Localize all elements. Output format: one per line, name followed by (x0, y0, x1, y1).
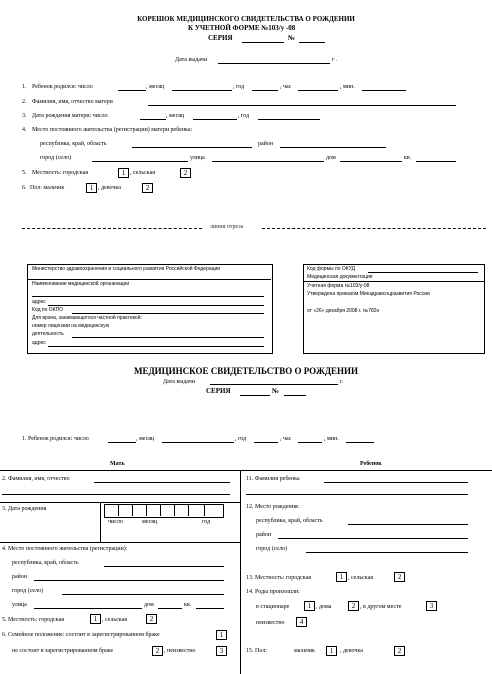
child-sex-label: 15. Пол: (246, 648, 267, 654)
org-okpo-field[interactable] (72, 313, 264, 314)
column-divider (240, 470, 241, 674)
stub-f4-district-label: район (258, 141, 274, 147)
m3-left-divider (100, 502, 101, 542)
stub-f1-year-field[interactable] (252, 90, 278, 91)
mother-house-label: дом (144, 602, 154, 608)
cert-f1-hour-label: , час (280, 436, 292, 442)
stub-f2-number: 2. (22, 99, 27, 105)
stub-f3-year-field[interactable] (258, 119, 320, 120)
cert-year-mark: г. (340, 379, 344, 385)
code-approved: Утверждена приказом Минздравсоцразвития России (307, 291, 430, 297)
cert-f1-year-label: , год (235, 436, 247, 442)
not-married-label: не состоит в зарегистрированном браке (12, 648, 114, 654)
mother-district-label: район (12, 574, 28, 580)
stub-number-label: № (288, 34, 296, 42)
stub-f1-year-label: , год (233, 84, 245, 90)
code-divider (304, 281, 484, 282)
mother-apt-field[interactable] (196, 608, 224, 609)
org-address2-label: адрес (32, 340, 46, 346)
cell-div-7 (204, 504, 205, 516)
mother-birth-year-label: год (202, 519, 211, 525)
org-activity-label: деятельность (32, 331, 64, 337)
cell-div-3 (146, 504, 147, 516)
cert-series-label: СЕРИЯ (206, 387, 231, 395)
stub-f5-rural-box[interactable]: 2 (180, 168, 191, 178)
stub-f6-number: 6. (22, 185, 27, 191)
stub-f1-min-label: , мин. (340, 84, 355, 90)
birth-unknown-label: неизвестно (256, 620, 285, 626)
cut-line-left (22, 228, 202, 229)
stub-series-field[interactable] (242, 42, 284, 43)
stub-f4-street-label: улица (190, 155, 205, 161)
birthplace-label: 12. Место рождения: (246, 504, 300, 510)
marital-unknown-box[interactable]: 3 (216, 646, 227, 656)
stub-f4-city-label: город (село) (40, 155, 72, 161)
mother-street-label: улица (12, 602, 27, 608)
mother-street-field[interactable] (34, 608, 142, 609)
col-mother-header: Мать (110, 461, 125, 467)
cell-div-5 (174, 504, 175, 516)
child-locality-rural-label: , сельская (348, 575, 374, 581)
child-locality-label: 13. Местность: городская (246, 575, 312, 581)
mother-locality-label: 5. Местность: городская (2, 617, 65, 623)
stub-issue-date-label: Дата выдачи (175, 57, 208, 63)
child-locality-urban-box[interactable]: 1 (336, 572, 347, 582)
not-married-box[interactable]: 2 (152, 646, 163, 656)
marital-unknown-label: , неизвестно (164, 648, 196, 654)
org-address-field[interactable] (48, 305, 264, 306)
birth-unknown-box[interactable]: 4 (296, 617, 307, 627)
mother-locality-rural-label: , сельская (102, 617, 128, 623)
mother-name-label: 2. Фамилия, имя, отчество (2, 476, 70, 482)
org-okpo-label: Код по ОКПО (32, 307, 64, 313)
org-activity-field[interactable] (72, 337, 264, 338)
mother-city-field[interactable] (62, 594, 224, 595)
cert-f1-month-label: , месяц (136, 436, 155, 442)
child-sex-girl-box[interactable]: 2 (394, 646, 405, 656)
stub-f5-label: Местность: городская (32, 170, 89, 176)
org-license-label: номер лицензии на медицинскую (32, 323, 110, 329)
birthplace-district-field[interactable] (278, 538, 468, 539)
mother-residence-label: 4. Место постоянного жительства (регистрации): (2, 546, 128, 552)
stub-f5-urban-box[interactable]: 1 (118, 168, 129, 178)
m3-top-line (0, 502, 240, 503)
mother-republic-field[interactable] (104, 566, 224, 567)
mother-birth-day-label: число (108, 519, 123, 525)
stub-f1-label: Ребенок родился: число (32, 84, 93, 90)
stub-f4-number: 4. (22, 127, 27, 133)
code-form: Учетная форма №103/у-08 (307, 283, 370, 289)
stub-f1-hour-label: , час (280, 84, 292, 90)
birthplace-district-label: район (256, 532, 272, 538)
cert-f1-year-field[interactable] (254, 442, 278, 443)
stub-f3-day-field[interactable] (140, 119, 166, 120)
stub-f1-hour-field[interactable] (298, 90, 338, 91)
stub-f4-label: Место постоянного жительства (регистрации) матери ребенка: (32, 127, 193, 133)
m3-bottom-line (0, 542, 240, 543)
org-block (27, 264, 273, 354)
org-name-field[interactable] (32, 296, 264, 297)
child-surname-field-2[interactable] (246, 494, 468, 495)
mother-house-field[interactable] (158, 608, 182, 609)
mother-city-label: город (село) (12, 588, 44, 594)
stub-f4-republic-label: республика, край, область (40, 141, 107, 147)
org-address-label: адрес (32, 299, 46, 305)
stub-subtitle: К УЧЕТНОЙ ФОРМЕ №103/у -08 (188, 24, 296, 32)
birth-hospital-box[interactable]: 1 (304, 601, 315, 611)
child-sex-boy-box[interactable]: 1 (326, 646, 337, 656)
cell-div-6 (188, 504, 189, 516)
cert-issue-date-field[interactable] (210, 384, 338, 385)
cert-f1-min-field[interactable] (346, 442, 374, 443)
birth-other-box[interactable]: 3 (426, 601, 437, 611)
child-surname-label: 11. Фамилия ребенка (246, 476, 300, 482)
child-surname-field[interactable] (324, 482, 468, 483)
cert-number-field[interactable] (284, 395, 306, 396)
org-ministry: Министерство здравоохранения и социального развития Российской Федерации (32, 266, 221, 272)
stub-f6-girl-label: , девочка (98, 185, 121, 191)
stub-mother-name-field[interactable] (148, 105, 456, 106)
stub-f4-apt-field[interactable] (416, 161, 456, 162)
stub-f1-month-field[interactable] (172, 90, 232, 91)
birthplace-city-label: город (село) (256, 546, 288, 552)
mother-district-field[interactable] (34, 580, 224, 581)
mother-apt-label: кв. (184, 602, 192, 608)
birth-location-label: 14. Роды произошли: (246, 589, 300, 595)
child-sex-boy-label: мальчик (294, 648, 315, 654)
cert-number-label: № (272, 387, 280, 395)
org-divider (28, 279, 271, 280)
stub-f5-number: 5. (22, 170, 27, 176)
cert-f1-min-label: , мин. (324, 436, 339, 442)
code-med-doc: Медицинская документация (307, 274, 373, 280)
cell-div-4 (160, 504, 161, 516)
cert-title: МЕДИЦИНСКОЕ СВИДЕТЕЛЬСТВО О РОЖДЕНИИ (133, 366, 359, 376)
birth-hospital-label: в стационаре (256, 604, 290, 610)
child-sex-girl-label: , девочка (340, 648, 363, 654)
stub-f5-rural-label: , сельская (130, 170, 156, 176)
stub-f4-house-label: дом (326, 155, 336, 161)
cert-f1-hour-field[interactable] (298, 442, 322, 443)
stub-f4-city-field[interactable] (92, 161, 188, 162)
stub-f2-label: Фамилия, имя, отчество матери (32, 99, 113, 105)
stub-series-label: СЕРИЯ (208, 34, 233, 42)
mother-birthdate-label: 3. Дата рождения (2, 506, 47, 512)
stub-f6-girl-box[interactable]: 2 (142, 183, 153, 193)
birthplace-city-field[interactable] (306, 552, 468, 553)
stub-f1-number: 1. (22, 84, 27, 90)
stub-f6-boy-box[interactable]: 1 (86, 183, 97, 193)
mother-locality-rural-box[interactable]: 2 (146, 614, 157, 624)
stub-f3-year-label: , год (238, 113, 250, 119)
birthplace-republic-label: республика, край, область (256, 518, 323, 524)
mother-name-field[interactable] (94, 482, 230, 483)
cell-div-2 (132, 504, 133, 516)
birth-home-label: , дома (316, 604, 332, 610)
cell-div-1 (118, 504, 119, 516)
col-child-header: Ребенок (360, 461, 382, 467)
mother-locality-urban-box[interactable]: 1 (90, 614, 101, 624)
stub-f1-min-field[interactable] (362, 90, 406, 91)
org-doctor-label: Для врача, занимающегося частной практикой: (32, 315, 142, 321)
cert-issue-date-label: Дата выдачи (163, 379, 196, 385)
mother-republic-label: республика, край, область (12, 560, 79, 566)
stub-title: КОРЕШОК МЕДИЦИНСКОГО СВИДЕТЕЛЬСТВА О РОЖДЕНИИ (137, 15, 355, 23)
stub-year-mark: г . (332, 57, 338, 63)
stub-f4-street-field[interactable] (212, 161, 324, 162)
stub-f6-label: Пол: мальчик (30, 185, 65, 191)
stub-issue-date-field[interactable] (218, 63, 330, 64)
stub-f3-month-field[interactable] (193, 119, 237, 120)
code-date: от «26» декабря 2008 г. №782н (307, 308, 380, 314)
stub-f3-month-label: , месяц (166, 113, 185, 119)
code-okud-field[interactable] (368, 272, 478, 273)
married-box[interactable]: 1 (216, 630, 227, 640)
stub-f1-day-field[interactable] (118, 90, 146, 91)
stub-f4-district-field[interactable] (280, 147, 386, 148)
mother-name-field-2[interactable] (2, 494, 230, 495)
cut-line-label: линия отреза (210, 224, 244, 230)
table-top-line (0, 470, 492, 471)
birthplace-republic-field[interactable] (348, 524, 468, 525)
stub-f3-label: Дата рождения матери: число (32, 113, 108, 119)
mother-birth-month-label: месяц (142, 519, 158, 525)
marital-status-label: 6. Семейное положение: состоит в зарегистрированном браке (2, 632, 160, 638)
org-address2-field[interactable] (48, 346, 264, 347)
stub-f1-month-label: , месяц (146, 84, 165, 90)
birth-home-box[interactable]: 2 (348, 601, 359, 611)
cert-f1-label: 1. Ребенок родился: число (22, 436, 89, 442)
stub-f3-number: 3. (22, 113, 27, 119)
org-name-label: Наименование медицинской организации (32, 281, 130, 287)
stub-number-field[interactable] (299, 42, 325, 43)
cut-line-right (262, 228, 486, 229)
stub-f4-house-field[interactable] (340, 161, 402, 162)
birth-other-label: , в другом месте (360, 604, 402, 610)
cert-series-field[interactable] (240, 395, 270, 396)
cert-f1-day-field[interactable] (108, 442, 136, 443)
cert-f1-month-field[interactable] (162, 442, 234, 443)
stub-f4-apt-label: кв. (404, 155, 412, 161)
mother-birthdate-cells[interactable] (104, 504, 224, 518)
code-okud-label: Код формы по ОКУД (307, 266, 356, 272)
stub-f4-republic-field[interactable] (132, 147, 252, 148)
child-locality-rural-box[interactable]: 2 (394, 572, 405, 582)
